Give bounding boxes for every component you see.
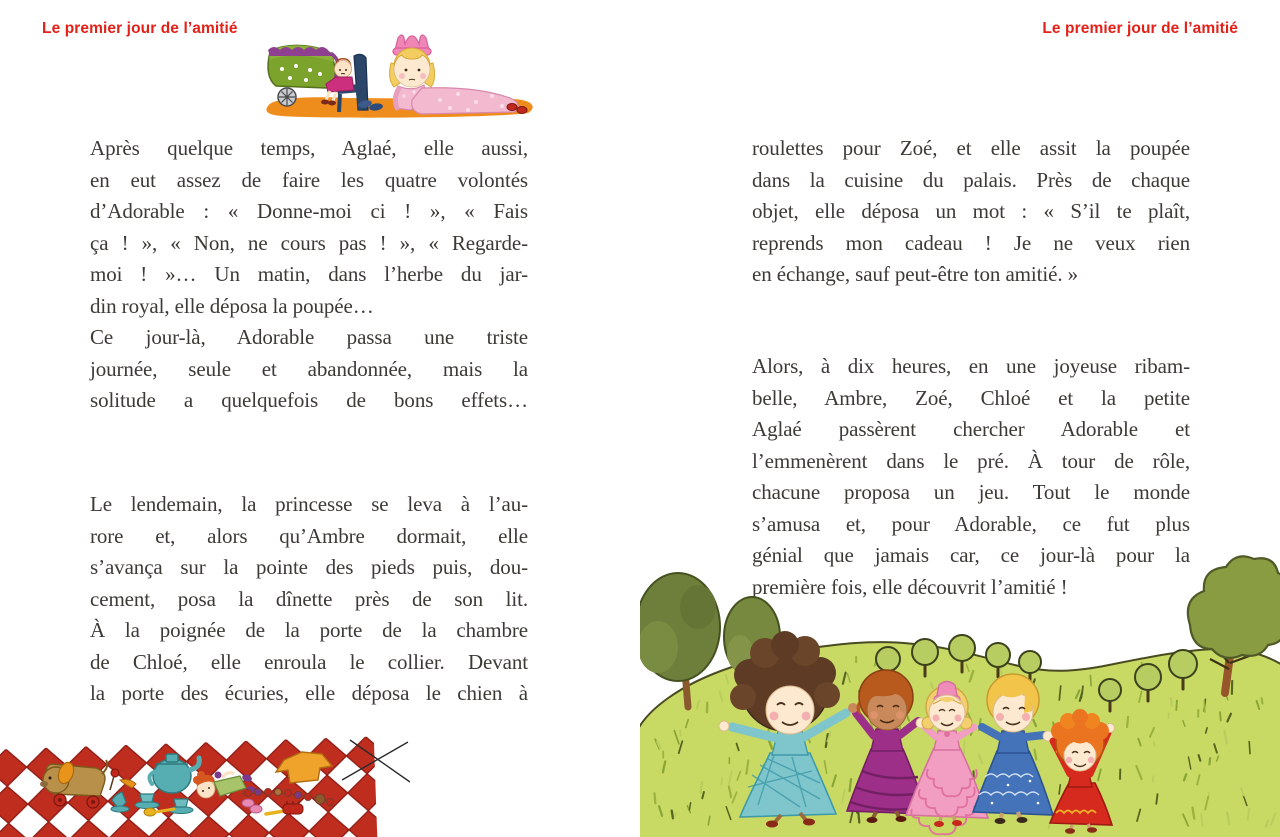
text-line: moi ! »… Un matin, dans l’herbe du jar- bbox=[90, 262, 528, 286]
text-line: en eut assez de faire les quatre volontés bbox=[90, 167, 528, 192]
text-line: de Chloé, elle enroula le collier. Devant bbox=[90, 649, 528, 674]
paragraph bbox=[752, 133, 1190, 291]
text-line: Après quelque temps, Aglaé, elle aussi, bbox=[90, 136, 528, 160]
text-line: génial que jamais car, ce jour-là pour la bbox=[752, 543, 1190, 567]
right-page-header: Le premier jour de l’amitié bbox=[1042, 20, 1238, 37]
text-line: Alors, à dix heures, en une joyeuse ribam- bbox=[752, 354, 1190, 378]
text-line: rore et, alors qu’Ambre dormait, elle bbox=[90, 523, 528, 548]
text-line: roulettes pour Zoé, et elle assit la poupée bbox=[752, 136, 1190, 160]
text-line: objet, elle déposa un mot : « S’il te plaît, bbox=[752, 199, 1190, 223]
text-line: la porte des écuries, elle déposa le chien à bbox=[90, 681, 528, 705]
paragraph bbox=[90, 489, 528, 710]
text-line: première fois, elle découvrit l’amitié ! bbox=[752, 574, 1068, 599]
text-line: en échange, sauf peut-être ton amitié. » bbox=[752, 262, 1079, 286]
left-page-header: Le premier jour de l’amitié bbox=[42, 20, 238, 37]
text-line: chacune proposa un jeu. Tout le monde bbox=[752, 480, 1190, 504]
meadow-dancing-illustration bbox=[640, 555, 1280, 837]
toy-pin-ball bbox=[111, 769, 119, 777]
text-line: din royal, elle déposa la poupée… bbox=[90, 293, 374, 318]
text-line: l’emmenèrent dans le pré. À tour de rôle, bbox=[752, 448, 1190, 473]
text-line: Ce jour-là, Adorable passa une triste bbox=[90, 325, 528, 349]
text-line: dans la cuisine du palais. Près de chaque bbox=[752, 167, 1190, 192]
text-line: cement, posa la dînette près de son lit. bbox=[90, 586, 528, 611]
text-line: Aglaé passèrent chercher Adorable et bbox=[752, 417, 1190, 441]
paragraph bbox=[90, 133, 528, 322]
picnic-blanket-illustration bbox=[0, 728, 410, 837]
text-line: ça ! », « Non, ne cours pas ! », « Regarde- bbox=[90, 230, 528, 255]
text-line: Le lendemain, la princesse se leva à l’au- bbox=[90, 492, 528, 516]
text-line: À la poignée de la porte de la chambre bbox=[90, 618, 528, 642]
princess-girl-figure bbox=[390, 35, 527, 114]
girl-and-pram-illustration bbox=[262, 28, 537, 120]
left-page-text bbox=[90, 133, 528, 733]
right-page-text bbox=[752, 133, 1190, 613]
text-line: journée, seule et abandonnée, mais la bbox=[90, 356, 528, 381]
text-line: s’avança sur la pointe des pieds puis, dou- bbox=[90, 555, 528, 579]
text-line: d’Adorable : « Donne-moi ci ! », « Fais bbox=[90, 199, 528, 223]
text-line: s’amusa et, pour Adorable, ce fut plus bbox=[752, 511, 1190, 536]
text-line: reprends mon cadeau ! Je ne veux rien bbox=[752, 230, 1190, 255]
text-line: solitude a quelquefois de bons effets… bbox=[90, 388, 528, 412]
paragraph bbox=[90, 322, 528, 417]
text-line: belle, Ambre, Zoé, Chloé et la petite bbox=[752, 385, 1190, 410]
